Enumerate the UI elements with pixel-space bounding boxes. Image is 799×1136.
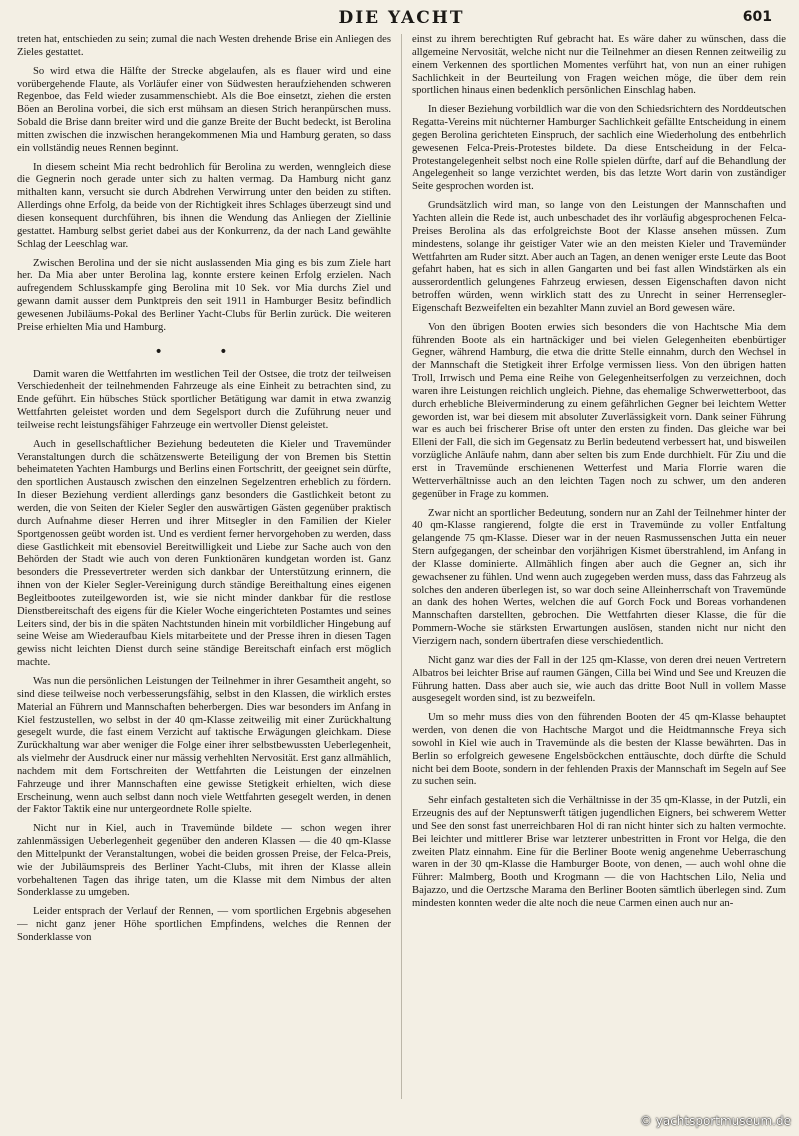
paragraph: Von den übrigen Booten erwies sich besonders die von Hachtsche Mia dem führenden Boote als ein hartnäckiger und bei vielen Gelegenheiten ebenbürtiger Gegner, während Hamburg, die etwa die dritte Stelle einnahm, durch den Wechsel in der Mannschaft die Stetigkeit ihrer Erfolge vermissen liess. Von den übrigen hatten Troll, Irrwisch und Pema eine Reihe von Gelegenheitserfolgen zu verzeichnen, doch waren ihre Leistungen reichlich ungleich. Piehne, das ehemalige Schwerwetterboot, das durch erhebliche Bleiverminderung zu einem gefährlichen Gegner bei leichtem Wetter geworden ist, war bei diesem mit absoluter Zuverlässigkeit vorn. Dank seiner Führung war es auch bei frischerer Brise oft unter den ersten zu finden. Das gleiche war bei Elleni der Fall, die sich im Gegensatz zu Berlin bedeutend verbessert hat, und bisweilen vorzügliche Anläufe nahm, dann aber selten bis zum Ende durchhielt. Für Ziu und die erst in Travemünde erschienenen Wetterfest und Maria Florrie waren die Wetterverhältnisse auch an den leichten Tagen noch zu schwer, um den anderen gegenüber in Frage zu kommen. (412, 321, 786, 500)
text-columns (17, 34, 786, 1099)
paragraph: Grundsätzlich wird man, so lange von den Leistungen der Mannschaften und Yachten allein die Rede ist, auch unbeschadet des ihr vorläufig abgesprochenen Felca-Preises Berolina als das erfolgreichste Boot der Klasse ansehen müssen. Zum mindestens, solange ihr geistiger Vater wie an den meisten Kieler und Travemünder Wettfahrten am Ruder sitzt. Aber auch an Tagen, an denen weniger erste Leute das Boot gefahrt haben, hat es sich in allen Gangarten und bei fast allen Windstärken als ein ausserordentlich gelungenes Fahrzeug erwiesen, dessen Eigenschaften davon nicht betroffen würden, wenn wirklich statt des zu Unrecht in seiner Herrensegler-Eigenschaft Bezweifelten ein bezahlter Mann zuviel an Bord gewesen wäre. (412, 200, 786, 314)
page-header (17, 6, 786, 30)
paragraph: Was nun die persönlichen Leistungen der Teilnehmer in ihrer Gesamtheit angeht, so sind diese teilweise noch verbesserungsfähig, selbst in den Klassen, die wirklich erstes Material an Führern und Mannschaften beherbergen. Dies war besonders im Anfang in Kiel festzustellen, wo selbst in der 40 qm-Klasse zeitweilig mit einer Zurückhaltung gesegelt wurde, die fast einem Verzicht auf taktische Erwägungen gleichkam. Diese Zurückhaltung war aber weniger die Folge einer ihrer selbstbewussten Ueberlegenheit, als vielmehr der Ausdruck einer nur mässig verhehlten Nervosität. Erst ganz allmählich, nachdem mit dem Fortschreiten der Wettfahrten die Leistungen der einzelnen Fahrzeuge und ihrer Mannschaften eine gewisse Stetigkeit erhielten, wich diese Erscheinung, wenn auch selbst dann noch viele Wettfahrten gesegelt werden, in denen der Faktor Taktik eine nur untergeordnete Rolle spielte. (17, 675, 391, 816)
paragraph: In dieser Beziehung vorbildlich war die von den Schiedsrichtern des Norddeutschen Regatta-Vereins mit nüchterner Hamburger Sachlichkeit gefällte Entscheidung in einem gegen Berolina gerichteten Einspruch, der sachlich eine Wiederholung des entbehrlich gewesenen Felca-Preis-Protestes bildete. Da diese Entscheidung in der Felca-Protestangelegenheit selbst noch eine Rolle spielen dürfte, darf auf die Behandlung der Angelegenheit so lange verzichtet werden, bis das letzte Wort darin von zuständiger Seite gesprochen worden ist. (412, 104, 786, 193)
right-column (412, 34, 786, 1099)
copyright-watermark: © yachtsportmuseum.de (639, 1114, 791, 1128)
paragraph: Nicht nur in Kiel, auch in Travemünde bildete — schon wegen ihrer zahlenmässigen Ueberlegenheit gegenüber den anderen Klassen — die 40 qm-Klasse den Mittelpunkt der Veranstaltungen, wobei die beiden grossen Preise, der Felca-Preis, wie der Jubiläumspreis des Berliner Yacht-Clubs, mit ihren der Klasse allein vorbehaltenen Tagen das ihrige taten, um die Klasse mit dem Nimbus der alten Sonderklasse zu umgeben. (17, 823, 391, 899)
paragraph: Um so mehr muss dies von den führenden Booten der 45 qm-Klasse behauptet werden, von denen die von Hachtsche Margot und die Heidtmannsche Freya sich sowohl in Kiel wie auch in Travemünde als die besten der Klasse bewährten. Das in Berlin so erfolgreich gewesene Engelsböckchen enttäuschte, doch dürfte die Schuld nicht bei dem Boote, sondern in der fehlenden Praxis der Mannschaft im Segeln auf See zu suchen sein. (412, 712, 786, 788)
section-separator: • • (154, 343, 254, 360)
paragraph: treten hat, entschieden zu sein; zumal die nach Westen drehende Brise ein Anliegen des Zieles gestattet. (17, 34, 391, 58)
magazine-title: DIE YACHT (338, 8, 465, 28)
paragraph: Auch in gesellschaftlicher Beziehung bedeuteten die Kieler und Travemünder Veranstaltungen durch die schätzenswerte Beteiligung der von Bremen bis Stettin beheimateten Yachten Hamburgs und Berlins einen Fortschritt, der geeignet sein dürfte, den sportlichen Austausch zwischen den einzelnen Segelzentren erheblich zu fördern. In dieser Beziehung verdient allerdings ganz besonders die Gastlichkeit betont zu werden, die von Seiten der Kieler Segler den auswärtigen Gästen gegenüber praktisch durch Aufnahme dieser Herren und ihrer Mitsegler in den Familien der Kieler Sportgenossen geübt worden ist. Und es verdient ferner hervorgehoben zu werden, dass diese Gastlichkeit mit ebensoviel Bereitwilligkeit und Liebe zur Sache auch von den Behörden der Stadt wie auch von deren Funktionären kundgetan worden ist. Ganz besonders die Pressevertreter werden sich dankbar der Unterstützung erinnern, die ihnen von der Kieler Segler-Vereinigung durch ständige Bereithaltung eines eigenen Begleitbootes zuteilgeworden ist, wie sie nicht minder dankbar für die restlose Dienstbereitschaft des eigens für die Kieler Woche eingerichteten Postamtes und seines Leiters sind, der bis in die späten Nachtstunden hinein mit vorbildlicher Hingebung auf seine Weise am Wiederaufbau Kiels mitarbeitete und der Presse ihren in diesen Tagen gewiss nicht leichten Dienst durch seine ständige Bereitschaft einfach erst möglich machte. (17, 438, 391, 669)
paragraph: Sehr einfach gestalteten sich die Verhältnisse in der 35 qm-Klasse, in der Putzli, ein Erzeugnis des auf der Neptunswerft tätigen jugendlichen Eigners, bei schwerem Wetter und See den sonst fast unerreichbaren Hol di ran nicht hinter sich zu halten vermochte. Bei leichter und mittlerer Brise war letzterer unbestritten in Front vor Helga, die den zweiten Platz einnahm. Eine für die Berliner Boote wenig angenehme Ueberraschung waren in der 30 qm-Klasse die Hamburger Boote, von denen, — auch wohl ohne die Führer: Malmberg, Booth und Krogmann — die von Hachtschen Lilo, Nelia und Bajazzo, und die Oertzsche Marama den Berliner Booten sämtlich überlegen sind. Zum mindesten konnten weder die alte noch die neue Carmen einen auch nur an- (412, 795, 786, 909)
paragraph: Damit waren die Wettfahrten im westlichen Teil der Ostsee, die trotz der teilweisen Verschiedenheit der teilnehmenden Fahrzeuge als eine Einheit zu betrachten sind, zu Ende geführt. Ein hübsches Stück sportlicher Betätigung war damit in etwa zwanzig Wettfahrten geleistet worden und dem Segelsport durch die Zuführung neuer und teilweise recht leistungsfähiger Fahrzeuge ein wertvoller Dienst geleistet. (17, 368, 391, 431)
paragraph: Zwar nicht an sportlicher Bedeutung, sondern nur an Zahl der Teilnehmer hinter der 40 qm-Klasse rangierend, folgte die erst in Travemünde zu voller Entfaltung gelangende 75 qm-Klasse. Dieser war in der neuen Rasmussenschen Jutta ein neuer Stern aufgegangen, der scheinbar den vorjährigen Kismet überstrahlend, im Anfang in der Klasse dominierte. Allmählich fingen aber auch die Gegner an, sich ihr gewachsener zu fühlen. Und wenn auch zugegeben werden muss, dass das Fahrzeug als solches den anderen überlegen ist, so war doch seine Alleinherrschaft von Travemünde an dank des hohen Wertes, welchen die auf Gorch Fock und Boreas vorhandenen Mannschaften darstellten, gebrochen. Die Wettfahrten dieser Klasse, die für die Pommern-Woche sie stärksten Erwartungen auslösen, standen nicht nur nicht den Vierzigern nach, sondern übertrafen diese verschiedentlich. (412, 507, 786, 647)
paragraph: So wird etwa die Hälfte der Strecke abgelaufen, als es flauer wird und eine vorübergehende Flaute, als Vorläufer einer von Südwesten heraufziehenden schweren Regenboe, das Feld wieder zusammenschiebt. Als die Boe einsetzt, ziehen die ersten Böen an Berolina vorbei, die sich erst mühsam an diesen Strich heranpürschen muss. Sobald die Brise dann breiter wird und die ganze Breite der Bucht bedeckt, ist Berolina mitten zwischen die inzwischen herangekommenen Mia und Hamburg geraten, so dass ein vollständig neues Rennen beginnt. (17, 65, 391, 154)
paragraph: Leider entsprach der Verlauf der Rennen, — vom sportlichen Ergebnis abgesehen — nicht ganz jener Höhe sportlichen Empfindens, welches die Rennen der Sonderklasse von (17, 906, 391, 943)
paragraph: In diesem scheint Mia recht bedrohlich für Berolina zu werden, wenngleich diese die Gegnerin noch gerade unter sich zu halten vermag. Da Hamburg nicht ganz mithalten kann, versucht sie durch Abdrehen Verwirrung unter den beiden zu stiften. Allerdings ohne Erfolg, da beide von der Richtigkeit ihres Schlages überzeugt sind und diesen konsequent durchführen, bis ihnen die Wendung das Anliegen der Ziellinie gestattet. Hamburg selbst geriet dabei aus der Konkurrenz, da der nach Land gewählte Schlag der Leeschlag war. (17, 161, 391, 250)
paragraph: Nicht ganz war dies der Fall in der 125 qm-Klasse, von deren drei neuen Vertretern Albatros bei leichter Brise auf raumen Gängen, Cilla bei Wind und See und Kreuzen die Führung hatten. Dass aber auch sie, wie auch das dritte Boot Null in vollem Masse ausgesegelt worden sind, ist zu bezweifeln. (412, 654, 786, 705)
page-number: 601 (742, 9, 772, 25)
left-column (17, 34, 391, 1099)
column-divider (401, 34, 402, 1099)
paragraph: Zwischen Berolina und der sie nicht auslassenden Mia ging es bis zum Ziele hart her. Da Mia aber unter Berolina lag, konnte erstere keinen Erfolg erzielen. Nach aufregendem Schlusskampfe ging Berolina mit 10 Sek. vor Mia durchs Ziel und gewann damit ausser dem Punktpreis den seit 1911 in Hamburger Besitz befindlich gewesenen Jubiläums-Pokal des Berliner Yacht-Clubs für Berlin zurück. Die weiteren Preise erhielten Mia und Hamburg. (17, 257, 391, 333)
paragraph: einst zu ihrem berechtigten Ruf gebracht hat. Es wäre daher zu wünschen, dass die allgemeine Nervosität, welche nicht nur die Teilnehmer an diesen Rennen zeitweilig zu einem Verkennen des sportlichen Momentes verführt hat, von nun an einer ruhigen Sachlichkeit in der Beurteilung von Fragen weichen möge, die über dem rein sportlichen hinaus einen bedenklich persönlichen Einschlag haben. (412, 34, 786, 97)
